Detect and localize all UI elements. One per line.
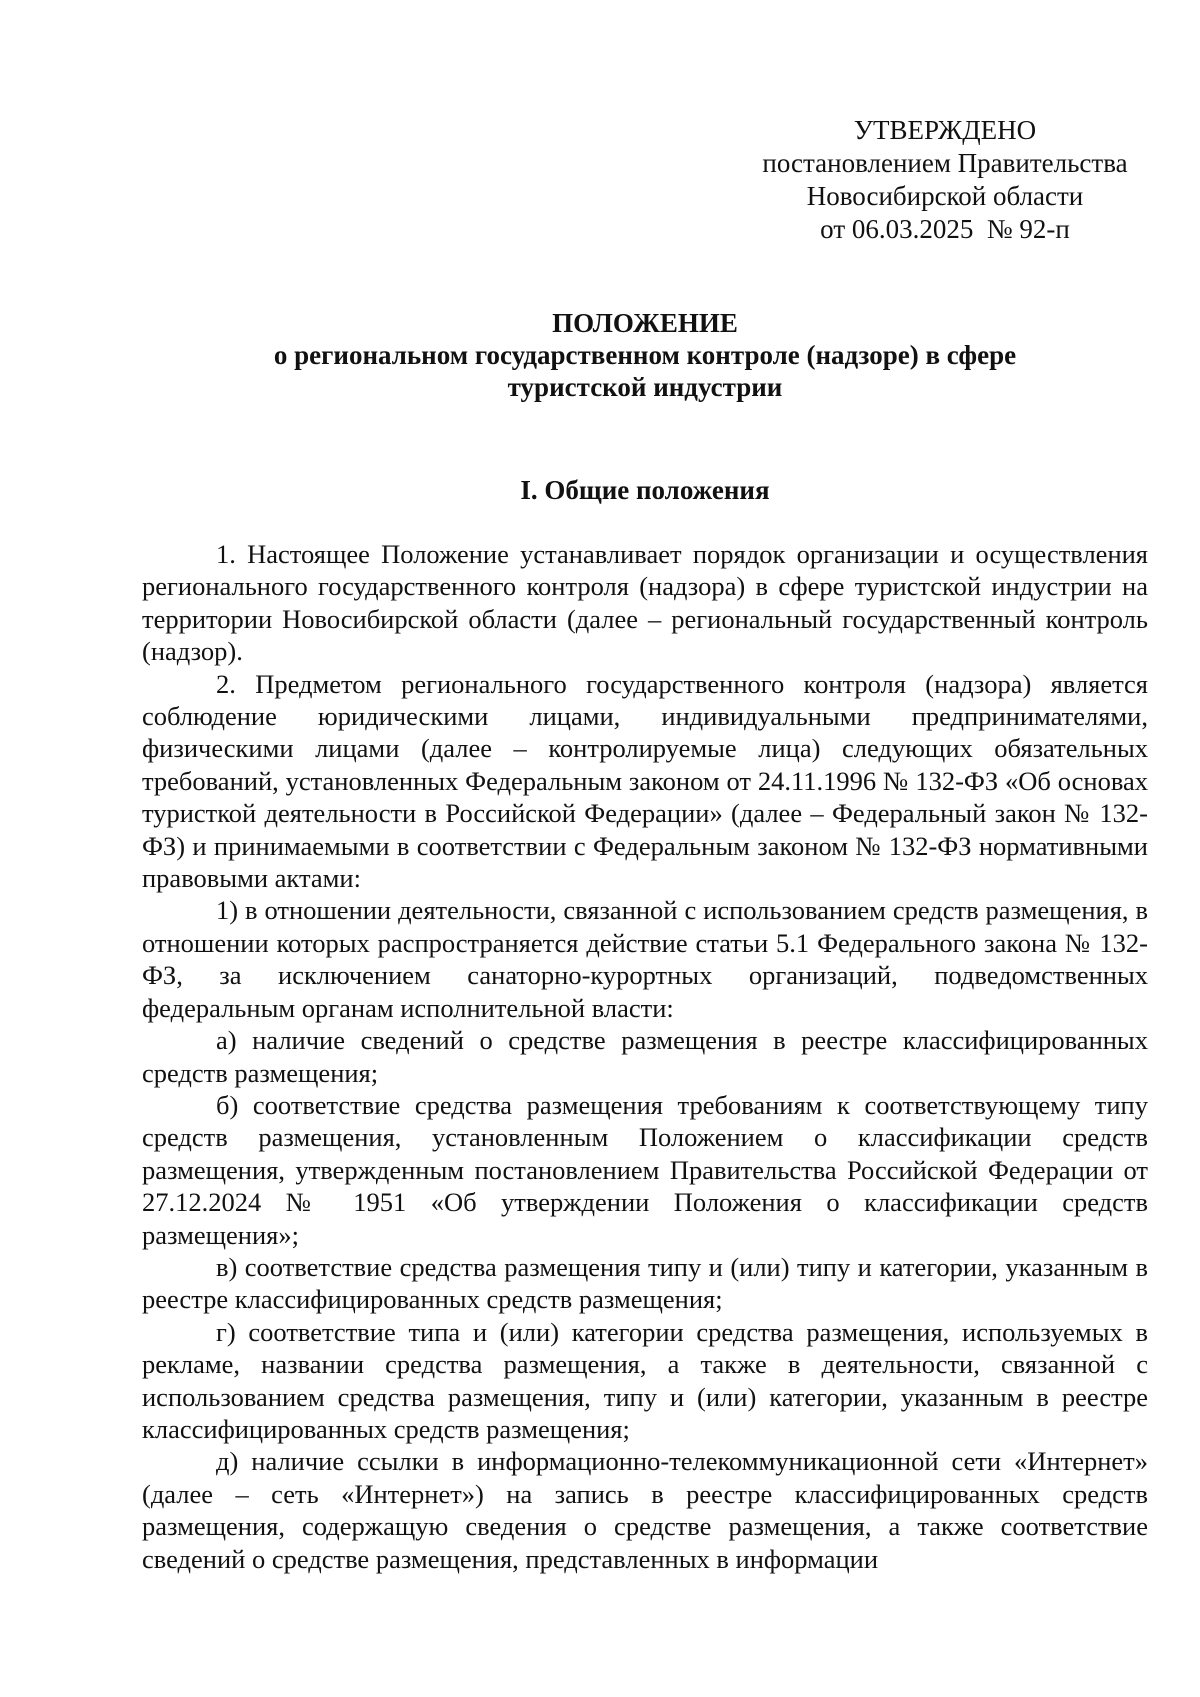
item-v: в) соответствие средства размещения типу и (или) типу и категории, указанным в реестре классифицированных средств размещения; — [142, 1251, 1148, 1315]
approval-date-number: от 06.03.2025 № 92-п — [820, 214, 1070, 244]
title-heading: ПОЛОЖЕНИЕ — [552, 308, 738, 338]
approval-stamp — [745, 114, 1145, 246]
document-body — [142, 538, 1148, 1575]
approval-heading: УТВЕРЖДЕНО — [853, 115, 1037, 145]
title-subject-line2: туристской индустрии — [507, 372, 783, 402]
approval-authority: постановлением Правительства — [762, 148, 1128, 178]
approval-region: Новосибирской области — [806, 181, 1084, 211]
item-a: а) наличие сведений о средстве размещения в реестре классифицированных средств размещения; — [142, 1025, 1148, 1088]
document-title — [140, 307, 1150, 403]
paragraph-2: 2. Предметом регионального государственного контроля (надзора) является соблюдение юридическими лицами, индивидуальными предпринимателями, физическими лицами (далее – контролируемые лица) следующих обязательных требований, установленных Федеральным законом от 24.11.1996 № 132-ФЗ «Об основах туристкой деятельности в Российской Федерации» (далее – Федеральный закон № 132-ФЗ) и принимаемыми в соответствии с Федеральным законом № 132-ФЗ нормативными правовыми актами: — [142, 668, 1148, 894]
section-heading: I. Общие положения — [520, 475, 770, 505]
paragraph-1: 1. Настоящее Положение устанавливает порядок организации и осуществления регионального государственного контроля (надзора) в сфере туристской индустрии на территории Новосибирской области (далее – региональный государственный контроль (надзор). — [142, 539, 1148, 667]
item-g: г) соответствие типа и (или) категории средства размещения, используемых в рекламе, названии средства размещения, а также в деятельности, связанной с использованием средства размещения, типу и (или) категории, указанным в реестре классифицированных средств размещения; — [142, 1316, 1148, 1444]
item-b: б) соответствие средства размещения требованиям к соответствующему типу средств размещения, установленным Положением о классификации средств размещения, утвержденным постановлением Правительства Российской Федерации от 27.12.2024 № 1951 «Об утверждении Положения о классификации средств размещения»; — [142, 1089, 1148, 1250]
title-subject-line1: о региональном государственном контроле (надзоре) в сфере — [273, 340, 1017, 370]
subparagraph-1: 1) в отношении деятельности, связанной с использованием средств размещения, в отношении которых распространяется действие статьи 5.1 Федерального закона № 132-ФЗ, за исключением санаторно-курортных организаций, подведомственных федеральным органам исполнительной власти: — [142, 895, 1148, 1023]
item-d: д) наличие ссылки в информационно-телекоммуникационной сети «Интернет» (далее – сеть «Интернет») на запись в реестре классифицированных средств размещения, содержащую сведения о средстве размещения, а также соответствие сведений о средстве размещения, представленных в информации — [142, 1446, 1148, 1574]
